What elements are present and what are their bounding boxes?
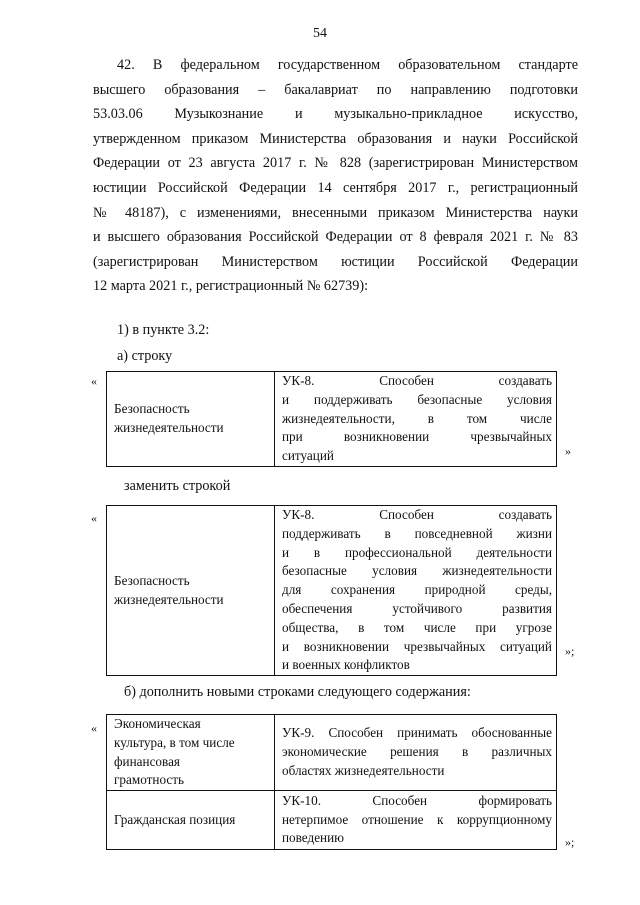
quote-open: « [91, 511, 97, 525]
page-number: 54 [313, 26, 327, 41]
amendment-paragraph [93, 53, 578, 299]
paragraph-line: высшего образования – бакалавриат по направлению подготовки [93, 81, 578, 98]
table-cell-competency: УК-10. Способен формировать нетерпимое отношение к коррупционному поведению [275, 791, 557, 850]
table-cell-competency: УК-8. Способен создавать поддерживать в повседневной жизни и в профессиональной деятельности безопасные условия жизнедеятельности для сохранения природной среды, обеспечения устойчивого развития общества, в том числе при угрозе и возникновении чрезвычайных ситуаций и военных конфликтов [275, 506, 557, 676]
paragraph-line: Федерации от 23 августа 2017 г. № 828 (зарегистрирован Министерством [93, 155, 578, 172]
item-a-label: а) строку [117, 348, 173, 364]
item-point-label: 1) в пункте 3.2: [117, 322, 210, 338]
item-b-label: б) дополнить новыми строками следующего содержания: [124, 684, 471, 700]
table-cell-discipline: Безопасность жизнедеятельности [107, 506, 275, 676]
quote-open: « [91, 374, 97, 388]
table-new-rows [106, 714, 557, 850]
paragraph-line: 12 марта 2021 г., регистрационный № 62739): [93, 278, 369, 295]
paragraph-line: юстиции Российской Федерации 14 сентября 2017 г., регистрационный [93, 179, 578, 196]
replace-label: заменить строкой [124, 478, 231, 494]
table-cell-discipline: Гражданская позиция [107, 791, 275, 850]
table-row [107, 372, 557, 467]
quote-close: »; [565, 644, 575, 658]
table-row [107, 715, 557, 791]
paragraph-line: 53.03.06 Музыкознание и музыкально-прикладное искусство, [93, 106, 578, 123]
table-row [107, 791, 557, 850]
paragraph-line: утвержденном приказом Министерства образования и науки Российской [93, 130, 578, 147]
table-cell-competency: УК-8. Способен создавать и поддерживать безопасные условия жизнедеятельности, в том числе при возникновении чрезвычайных ситуаций [275, 372, 557, 467]
paragraph-line: № 48187), с изменениями, внесенными приказом Министерства науки [93, 204, 578, 221]
table-row [107, 506, 557, 676]
paragraph-line: (зарегистрирован Министерством юстиции Российской Федерации [93, 253, 578, 270]
table-replacement-row [106, 505, 557, 676]
table-cell-discipline: Экономическая культура, в том числе финансовая грамотность [107, 715, 275, 791]
paragraph-line: 42. В федеральном государственном образовательном стандарте [117, 57, 578, 73]
quote-close: » [565, 444, 571, 458]
table-original-row [106, 371, 557, 467]
table-cell-competency: УК-9. Способен принимать обоснованные экономические решения в различных областях жизнедеятельности [275, 715, 557, 791]
quote-close: »; [565, 835, 575, 849]
quote-open: « [91, 721, 97, 735]
paragraph-line: и высшего образования Российской Федерации от 8 февраля 2021 г. № 83 [93, 229, 578, 246]
table-cell-discipline: Безопасность жизнедеятельности [107, 372, 275, 467]
